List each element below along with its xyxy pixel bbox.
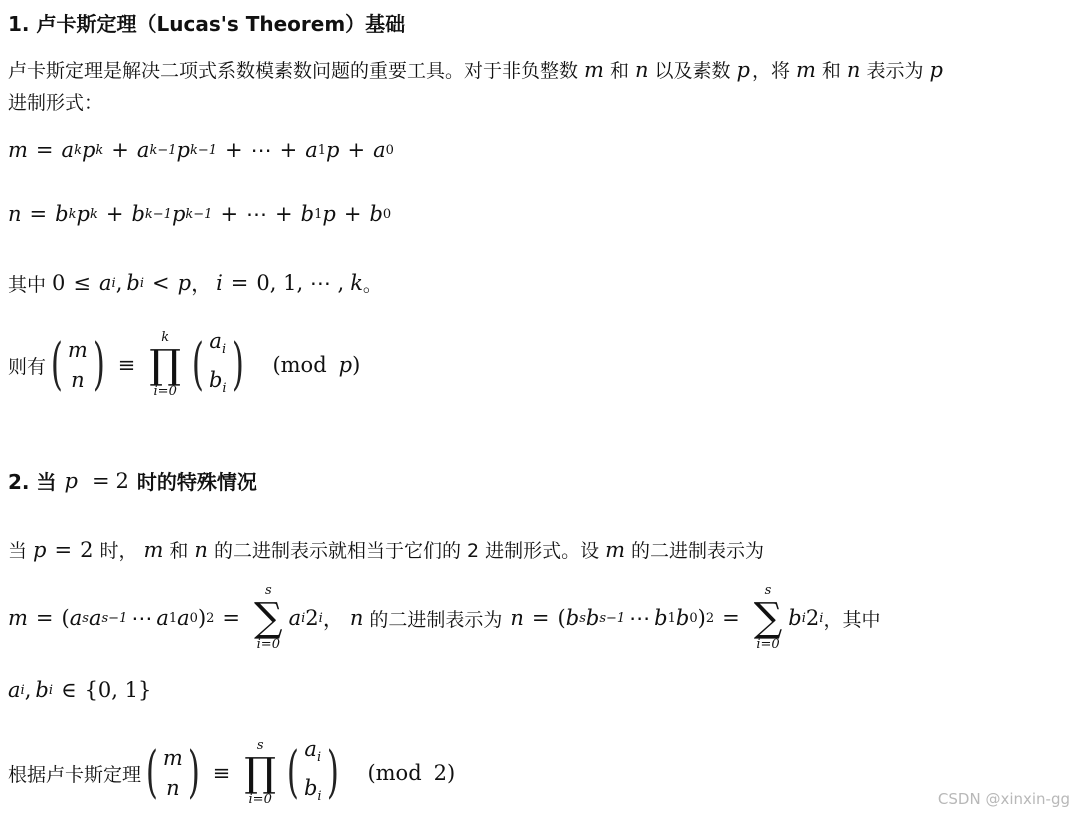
section-1-heading — [8, 8, 405, 37]
lucas-theorem-statement: 则有 ( m n ) ≡ k ∏ i=0 ( $a_i$ $b_i$ ) (mod p ) — [8, 326, 360, 404]
where-prefix: 其中 — [8, 273, 47, 296]
binary-text-end: ，其中 — [823, 608, 881, 631]
section-2-heading: 2. 当 p = 2 时的特殊情况 — [8, 468, 257, 494]
intro-text-e: 和 — [821, 60, 841, 82]
product-operator: s ∏ i=0 — [244, 738, 277, 807]
product-operator: k ∏ i=0 — [149, 330, 182, 399]
lucas-binary-statement: 根据卢卡斯定理 ( m n ) ≡ s ∏ i=0 ( $a_i$ $b_i$ ) (mod 2 ) — [8, 734, 455, 812]
intro-text-c: 以及素数 — [654, 60, 731, 82]
var-n: n — [634, 57, 649, 82]
var-m: m — [795, 57, 816, 82]
binary-digit-set: a i , b i ∈ {0, 1} — [8, 678, 152, 702]
binary-intro-line: 当 p = 2 时， m 和 n 的二进制表示就相当于它们的 2 进制形式。设 m 的二进制表示为 — [8, 537, 765, 562]
mod-label: (mod — [272, 353, 327, 377]
sum-operator: s ∑ i=0 — [254, 583, 283, 652]
then-prefix: 则有 — [8, 355, 47, 378]
heading-text: 时的特殊情况 — [136, 470, 257, 494]
intro-paragraph-line-1 — [8, 56, 949, 83]
mod-num: 2 — [433, 761, 448, 785]
binary-text-c: 和 — [169, 540, 189, 562]
binary-text-a: 当 — [8, 540, 28, 562]
heading-number: 1. — [8, 12, 37, 36]
binary-expansion-line: m = ( a s a s−1 ⋯ a 1 a 0 ) 2 = s ∑ i=0 a i 2 i ， n 的二进制表示为 n = ( b s b s−1 ⋯ b 1 b 0 ) 2 = s ∑ i=0 b i 2 i ，其中 — [8, 583, 881, 652]
var-m: m — [584, 57, 604, 82]
binomial-m-n: ( m n ) — [50, 332, 105, 397]
mod-close: ) — [447, 761, 456, 785]
digit-range-clause: 其中 0 ≤ a i , b i < p ， i = 0, 1, ⋯ , k 。 — [8, 271, 382, 296]
mod-var: p — [338, 353, 353, 377]
mod-label: (mod — [367, 761, 422, 785]
binomial-ai-bi: ( $a_i$ $b_i$ ) — [192, 329, 244, 397]
intro-text-a: 卢卡斯定理是解决二项式系数模素数问题的重要工具。对于非负整数 — [8, 60, 579, 82]
intro-paragraph-line-2 — [8, 88, 103, 115]
binomial-ai-bi: ( $a_i$ $b_i$ ) — [287, 737, 339, 805]
by-lucas-prefix: 根据卢卡斯定理 — [8, 763, 142, 786]
equation-n-base-p: n = b k p k + b k−1 p k−1 + ⋯ + b 1 p + b 0 — [8, 202, 392, 226]
binary-text-e: 的二进制表示为 — [631, 540, 765, 562]
var-n: n — [846, 57, 861, 82]
sum-operator: s ∑ i=0 — [753, 583, 783, 652]
equation-m-base-p: m = a k p k + a k−1 p k−1 + ⋯ + a 1 p + a 0 — [8, 138, 394, 162]
intro-text-d: ，将 — [751, 60, 790, 82]
csdn-watermark: CSDN @xinxin-gg — [937, 790, 1070, 808]
heading-text: 卢卡斯定理（Lucas's Theorem）基础 — [36, 12, 406, 36]
binary-text-b: 时， — [99, 540, 138, 562]
binary-text-mid: 的二进制表示为 — [369, 608, 503, 631]
binomial-m-n: ( m n ) — [145, 740, 200, 805]
var-p: p — [929, 57, 943, 82]
intro-text-b: 和 — [609, 60, 629, 82]
binary-text-d: 的二进制表示就相当于它们的 2 进制形式。设 — [213, 540, 600, 562]
intro-text-f: 表示为 — [866, 60, 924, 82]
intro-text-line2: 进制形式： — [8, 92, 104, 114]
mod-close: ) — [352, 353, 361, 377]
var-p: p — [736, 57, 750, 82]
heading-number: 2. 当 — [8, 470, 57, 494]
